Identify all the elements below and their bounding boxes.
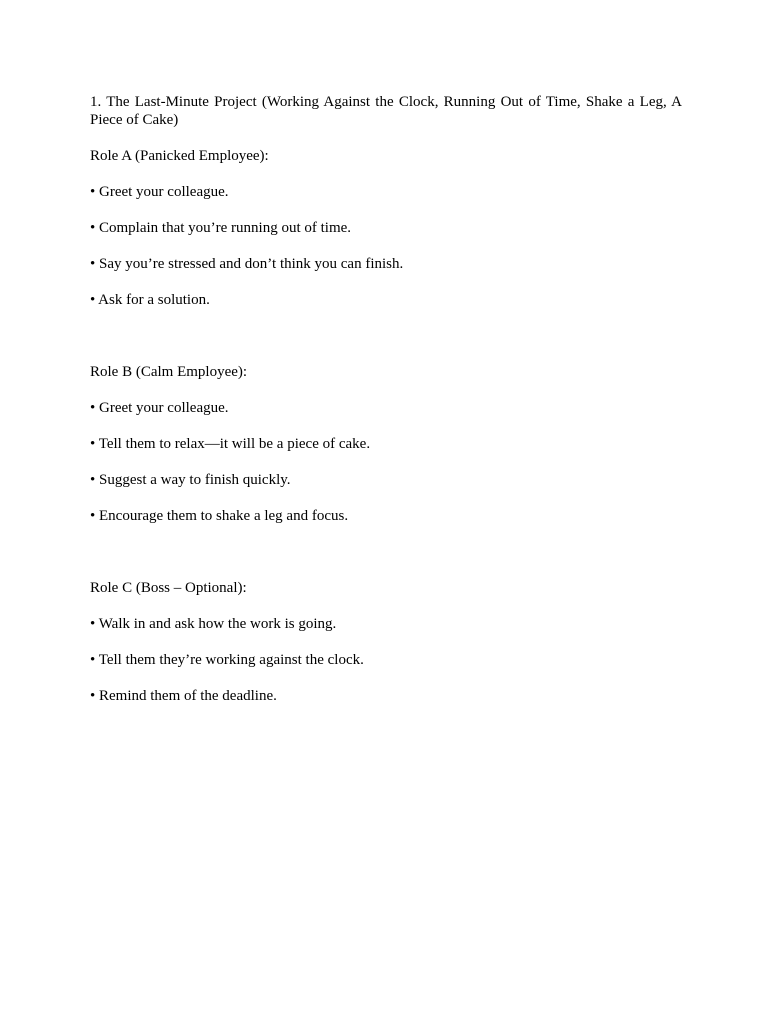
role-a-bullet-4: • Ask for a solution. [90,292,210,308]
role-a-bullet-2: • Complain that you’re running out of time. [90,220,352,236]
role-c-section [90,579,682,705]
role-a-bullet-1: • Greet your colleague. [90,184,229,200]
role-c-bullet-3: • Remind them of the deadline. [90,688,277,704]
role-b-bullet-2: • Tell them to relax—it will be a piece of cake. [90,436,371,452]
document-body [90,93,682,723]
role-b-bullet-4: • Encourage them to shake a leg and focus. [90,508,349,524]
role-c-bullet-1: • Walk in and ask how the work is going. [90,616,337,632]
role-c-heading: Role C (Boss – Optional): [90,580,247,596]
role-a-bullet-3: • Say you’re stressed and don’t think you can finish. [90,256,404,272]
role-b-bullet-1: • Greet your colleague. [90,400,229,416]
role-a-heading: Role A (Panicked Employee): [90,148,269,164]
role-b-section [90,363,682,525]
section-spacer [90,327,682,363]
role-a-section [90,147,682,309]
role-b-heading: Role B (Calm Employee): [90,364,248,380]
role-c-bullet-2: • Tell them they’re working against the clock. [90,652,364,668]
section-spacer [90,543,682,579]
activity-title: 1. The Last-Minute Project (Working Against the Clock, Running Out of Time, Shake a Leg, A Piece of Cake) [90,94,682,128]
role-b-bullet-3: • Suggest a way to finish quickly. [90,472,291,488]
